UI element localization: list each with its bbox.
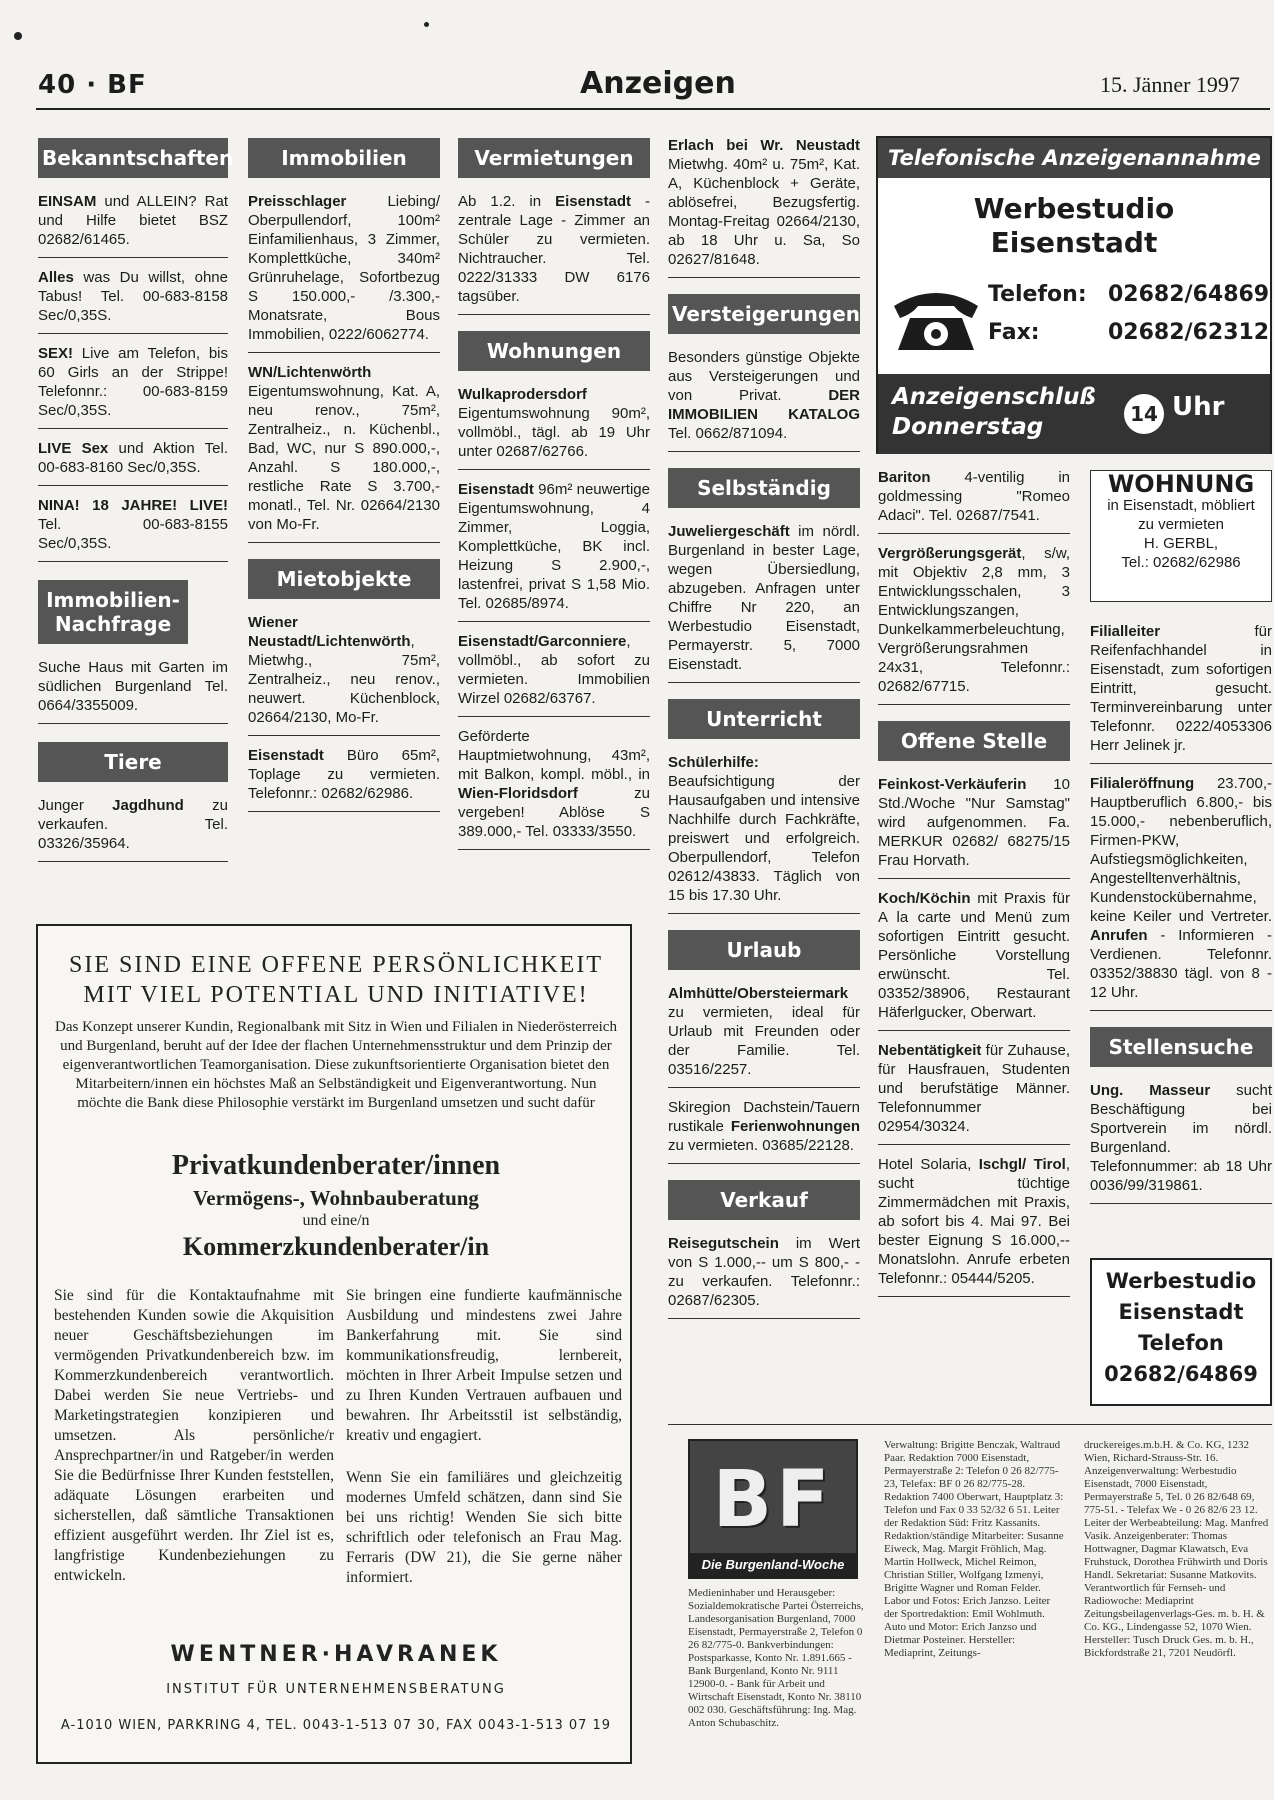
category-vermietungen: Vermietungen xyxy=(458,138,650,178)
page-mark xyxy=(424,22,429,27)
classified-ad: Besonders günstige Objekte aus Versteigerungen und von Privat. DER IMMOBILIEN KATALOG Tel. 0662/871094. xyxy=(668,348,860,452)
category-immobilien-nachfrage: Immobilien-Nachfrage xyxy=(38,580,188,644)
classified-ad: WN/Lichtenwörth Eigentumswohnung, Kat. A, neu renov., 75m², Zentralheiz., n. Küchenbl., Bad, WC, nur S 890.000,-, Anzahl. S 180.000,-, restliche Rate S 3.700,- monatl., Tel. Nr. 02664/2130 von Mo-Fr. xyxy=(248,363,440,543)
job-ad-column-2: Sie bringen eine fundierte kaufmännische Ausbildung und mindestens zwei Jahre Bankerfahrung mit. Sie sind kommunikationsfreudig, lernbereit, möchten in Ihrer Arbeit Impulse setzen und zu Ihren Kunden Vertrauen aufbauen und bewahren. Ihr Arbeitsstil ist selbständig, kreativ und engagiert. Wenn Sie ein familiäres und gleichzeitig modernes Umfeld schätzen, dann sind Sie bei uns richtig! Wenden Sie sich bitte schriftlich oder telefonisch an Frau Mag. Ferraris (DW 21), die Sie gerne näher informiert. xyxy=(346,1287,622,1586)
job-ad-intro: Das Konzept unserer Kundin, Regionalbank mit Sitz in Wien und Filialen in Niederösterreich und Burgenland, beruht auf der Idee der flachen Unternehmensstruktur und dem Prinzip der eigenverantwortlichen Teamorganisation. Diese zukunftsorientierte Organisation bietet den Mitarbeitern/innen ein höchstes Maß an Selbständigkeit und Eigenverantwortung. Nun möchte die Bank diese Philosophie verstärkt im Burgenland umsetzen und sucht dafür xyxy=(55,1019,617,1111)
classified-ad: Hotel Solaria, Ischgl/ Tirol, sucht tüchtige Zimmermädchen mit Praxis, ab sofort bis 4. Mai 97. Bei bester Eignung S 16.000,-- Monatslohn. Anrufe erbeten Telefonnr.: 05444/5205. xyxy=(878,1155,1070,1297)
classified-ad: Nebentätigkeit für Zuhause, für Hausfrauen, Studenten und berufstätige Männer. Telefonnummer 02954/30324. xyxy=(878,1041,1070,1145)
classified-ad: LIVE Sex und Aktion Tel. 00-683-8160 Sec/0,35S. xyxy=(38,439,228,486)
ad-acceptance-title: Telefonische Anzeigenannahme xyxy=(878,138,1270,178)
imprint xyxy=(668,1424,1272,1776)
fax-row: Fax: 02682/62312 xyxy=(988,320,1270,345)
werbestudio-box: Werbestudio Eisenstadt Telefon 02682/64869 xyxy=(1090,1258,1272,1406)
job-ad-headline: SIE SIND EINE OFFENE PERSÖNLICHKEIT MIT VIEL POTENTIAL UND INITIATIVE! xyxy=(69,952,603,1008)
page-mark xyxy=(14,32,22,40)
job-title-private: Privatkundenberater/innen xyxy=(171,1150,501,1181)
classified-ad: Ab 1.2. in Eisenstadt - zentrale Lage - Zimmer an Schüler zu vermieten. Nichtraucher. Tel. 0222/31333 DW 6176 tagsüber. xyxy=(458,192,650,315)
classified-ad: Geförderte Hauptmietwohnung, 43m², mit Balkon, kompl. möbl., in Wien-Floridsdorf zu vergeben! Ablöse S 389.000,- Tel. 03333/3550. xyxy=(458,727,650,850)
column-6 xyxy=(1090,622,1272,1214)
classified-ad: Schülerhilfe: Beaufsichtigung der Hausaufgaben und intensive Nachhilfe durch Fachkräfte, preiswert und erfolgreich. Oberpullendorf, Telefon 02612/43833. Täglich von 15 bis 17.30 Uhr. xyxy=(668,753,860,914)
classified-ad: Almhütte/Obersteiermark zu vermieten, ideal für Urlaub mit Freunden oder der Familie. Tel. 03516/2257. xyxy=(668,984,860,1088)
wohnung-ad-box: WOHNUNG in Eisenstadt, möbliert zu vermieten H. GERBL, Tel.: 02682/62986 xyxy=(1090,470,1272,602)
classified-ad: Wulkaprodersdorf Eigentumswohnung 90m², vollmöbl., tägl. ab 19 Uhr unter 02687/62766. xyxy=(458,385,650,470)
category-mietobjekte: Mietobjekte xyxy=(248,559,440,599)
column-3 xyxy=(458,138,650,860)
job-conjunction: und eine/n xyxy=(302,1212,370,1229)
classified-ad: Erlach bei Wr. Neustadt Mietwhg. 40m² u. 75m², Kat. A, Küchenblock + Geräte, ablösefrei, Bezugsfertig. Montag-Freitag 02664/2130, ab 18 Uhr u. Sa, So 02627/81648. xyxy=(668,136,860,278)
imprint-advertising: druckereiges.m.b.H. & Co. KG, 1232 Wien, Richard-Strauss-Str. 16. Anzeigenverwaltung: Werbestudio Eisenstadt, 7000 Eisenstadt, Permayerstraße 5, Tel. 0 26 82/648 69, 775-51. - Telefax We - 0 26 82/6 23 12. Leiter der Werbeabteilung: Mag. Manfred Vasik. Anzeigenberater: Thomas Hottwagner, Dagmar Klawatsch, Eva Fruhstuck, Dorothea Frühwirth und Doris Handl. Sekretariat: Susanne Matkovits. Verantwortlich für Fernseh- und Radiowoche: Mediaprint Zeitungsbeilagenverlags-Ges. m. b. H. & Co. KG., Lindengasse 52, 1070 Wien. Hersteller: Tusch Druck Ges. m. b. H., Bickfordstraße 21, 7201 Neudörfl. xyxy=(1084,1439,1269,1659)
job-subtitle: Vermögens-, Wohnbauberatung xyxy=(193,1186,479,1210)
job-advertisement xyxy=(36,924,632,1764)
classified-ad: Junger Jagdhund zu verkaufen. Tel. 03326/35964. xyxy=(38,796,228,862)
category-offene-stelle: Offene Stelle xyxy=(878,721,1070,761)
classified-ad: Bariton 4-ventilig in goldmessing "Romeo Adaci". Tel. 02687/7541. xyxy=(878,468,1070,534)
classified-ad: Feinkost-Verkäuferin 10 Std./Woche "Nur Samstag" wird aufgenommen. Fa. MERKUR 02682/ 68275/15 Frau Horvath. xyxy=(878,775,1070,879)
classified-ad: Preisschlager Liebing/ Oberpullendorf, 100m² Einfamilienhaus, 3 Zimmer, Komplettküche, 340m² Grünruhelage, Sofortbezug S 150.000,- /3.300,- Monatsrate, Bous Immobilien, 0222/6062774. xyxy=(248,192,440,353)
category-wohnungen: Wohnungen xyxy=(458,331,650,371)
classified-ad: Wiener Neustadt/Lichtenwörth, Mietwhg., 75m², Zentralheiz., neu renov., neuwert. Küchenblock, 02664/2130, Mo-Fr. xyxy=(248,613,440,736)
classified-ad: Suche Haus mit Garten im südlichen Burgenland Tel. 0664/3355009. xyxy=(38,658,228,724)
studio-name: Werbestudio Eisenstadt xyxy=(973,192,1175,259)
imprint-publisher: Medieninhaber und Herausgeber: Sozialdemokratische Partei Österreichs, Landesorganisation Burgenland, 7000 Eisenstadt, Permayerstraße 2, Telefon 0 26 82/775-0. Bankverbindungen: Postsparkasse, Konto Nr. 1.891.665 - Bank Burgenland, Konto Nr. 9111 12900-0. - Bank für Arbeit und Wirtschaft Eisenstadt, Konto Nr. 38110 002 030. Geschäftsführung: Ing. Mag. Anton Schubaschitz. xyxy=(688,1587,864,1729)
classified-ad: Eisenstadt/Garconniere, vollmöbl., ab sofort zu vermieten. Immobilien Wirzel 02682/63767. xyxy=(458,632,650,717)
page-number: 40 · BF xyxy=(38,70,147,100)
category-unterricht: Unterricht xyxy=(668,699,860,739)
firm-name: WENTNER·HAVRANEK xyxy=(170,1642,502,1667)
classified-ad: Juweliergeschäft im nördl. Burgenland in bester Lage, wegen Übersiedlung, abzugeben. Anfragen unter Chiffre Nr 220, an Werbestudio Eisenstadt, Permayerstr. 5, 7000 Eisenstadt. xyxy=(668,522,860,683)
category-selbstaendig: Selbständig xyxy=(668,468,860,508)
classified-ad: Vergrößerungsgerät, s/w, mit Objektiv 2,8 mm, 3 Entwicklungsschalen, 3 Entwicklungszangen, Dunkelkammerbeleuchtung, Vergrößerungsrahmen 24x31, Telefonnr.: 02682/67715. xyxy=(878,544,1070,705)
column-4 xyxy=(668,136,860,1329)
ad-deadline: Anzeigenschluß Donnerstag 14 Uhr xyxy=(878,374,1270,454)
category-immobilien: Immobilien xyxy=(248,138,440,178)
header-rule xyxy=(36,108,1270,110)
classified-ad: Eisenstadt 96m² neuwertige Eigentumswohnung, 4 Zimmer, Loggia, Komplettküche, BK incl. Heizung S 2.900,-, lastenfrei, privat S 1,58 Mio. Tel. 02685/8974. xyxy=(458,480,650,622)
category-tiere: Tiere xyxy=(38,742,228,782)
classified-ad: SEX! Live am Telefon, bis 60 Girls an der Strippe! Telefonnr.: 00-683-8159 Sec/0,35S. xyxy=(38,344,228,429)
ad-acceptance-box xyxy=(876,136,1272,454)
classified-ad: Filialleiter für Reifenfachhandel in Eisenstadt, zum sofortigen Eintritt, gesucht. Terminvereinbarung unter Telefonnr. 0222/4053306 Herr Jelinek jr. xyxy=(1090,622,1272,764)
deadline-hour-badge: 14 xyxy=(1124,394,1164,434)
firm-address: A-1010 WIEN, PARKRING 4, TEL. 0043-1-513 07 30, FAX 0043-1-513 07 19 xyxy=(60,1718,612,1733)
classified-ad: Filialeröffnung 23.700,- Hauptberuflich 6.800,- bis 15.000,- nebenberuflich, Firmen-PKW, Aufstiegsmöglichkeiten, Angestelltenverhältnis, Kundenstockübernahme, keine Keiler und Vertreter. Anrufen - Informieren - Verdienen. Telefonnr. 03352/38830 tägl. von 8 - 12 Uhr. xyxy=(1090,774,1272,1011)
bf-logo: BF Die Burgenland-Woche xyxy=(688,1439,858,1579)
job-title-commercial: Kommerzkundenberater/in xyxy=(182,1232,490,1261)
classified-ad: NINA! 18 JAHRE! LIVE! Tel. 00-683-8155 Sec/0,35S. xyxy=(38,496,228,562)
classified-ad: Skiregion Dachstein/Tauern rustikale Ferienwohnungen zu vermieten. 03685/22128. xyxy=(668,1098,860,1164)
category-bekanntschaften: Bekanntschaften xyxy=(38,138,228,178)
column-1 xyxy=(38,138,234,872)
classified-ad: Alles was Du willst, ohne Tabus! Tel. 00-683-8158 Sec/0,35S. xyxy=(38,268,228,334)
issue-date: 15. Jänner 1997 xyxy=(1100,72,1240,97)
classified-ad: Koch/Köchin mit Praxis für A la carte und Menü zum sofortigen Eintritt gesucht. Persönliche Vorstellung erwünscht. Tel. 03352/38906, Restaurant Häferlgucker, Oberwart. xyxy=(878,889,1070,1031)
classified-ad: EINSAM und ALLEIN? Rat und Hilfe bietet BSZ 02682/61465. xyxy=(38,192,228,258)
category-stellensuche: Stellensuche xyxy=(1090,1027,1272,1067)
category-versteigerungen: Versteigerungen xyxy=(668,294,860,334)
phone-row: Telefon: 02682/64869 xyxy=(988,282,1270,307)
category-urlaub: Urlaub xyxy=(668,930,860,970)
firm-subtitle: INSTITUT FÜR UNTERNEHMENSBERATUNG xyxy=(166,1682,506,1697)
category-verkauf: Verkauf xyxy=(668,1180,860,1220)
section-title: Anzeigen xyxy=(580,66,736,101)
classified-ad: Eisenstadt Büro 65m², Toplage zu vermieten. Telefonnr.: 02682/62986. xyxy=(248,746,440,812)
column-2 xyxy=(248,138,440,822)
classified-ad: Reisegutschein im Wert von S 1.000,-- um S 800,- - zu verkaufen. Telefonnr.: 02687/62305. xyxy=(668,1234,860,1319)
classified-ad: Ung. Masseur sucht Beschäftigung bei Sportverein im nördl. Burgenland. Telefonnummer: ab 18 Uhr 0036/99/319861. xyxy=(1090,1081,1272,1204)
imprint-editorial: Verwaltung: Brigitte Benczak, Waltraud Paar. Redaktion 7000 Eisenstadt, Permayerstraße 2: Telefon 0 26 82/775-23, Telefax: BF 0 26 82/775-28. Redaktion 7400 Oberwart, Hauptplatz 3: Telefon und Fax 0 33 52/32 6 51. Leiter der Redaktion Süd: Fritz Kassanits. Redaktion/ständige Mitarbeiter: Susanne Eiweck, Mag. Margit Fröhlich, Mag. Martin Hollweck, Michel Reimon, Christian Stiller, Wolfgang Izmenyi, Brigitte Wagner und Roman Felder. Labor und Fotos: Erich Janzso. Leiter der Sportredaktion: Emil Wohlmuth. Auto und Motor: Erich Janzso und Dietmar Posteiner. Hersteller: Mediaprint, Zeitungs- xyxy=(884,1439,1064,1659)
job-ad-column-1: Sie sind für die Kontaktaufnahme mit bestehenden Kunden sowie die Akquisition neuer Geschäftsbeziehungen im vermögenden Privatkundenbereich bzw. im Kommerzkundenbereich verantwortlich. Dabei werden Sie neue Vertriebs- und Marketingstrategien konzipieren und umsetzen. Als persönliche/r Ansprechpartner/in und Ratgeber/in werden Sie die Bedürfnisse Ihrer Kunden feststellen, adäquate Lösungen erarbeiten und sicherstellen, daß sämtliche Transaktionen effizient ausgeführt werden. Ihr Ziel ist es, langfristige Kundenbeziehungen zu entwickeln. xyxy=(54,1287,334,1584)
column-5 xyxy=(878,468,1070,1307)
telephone-icon xyxy=(888,284,984,354)
